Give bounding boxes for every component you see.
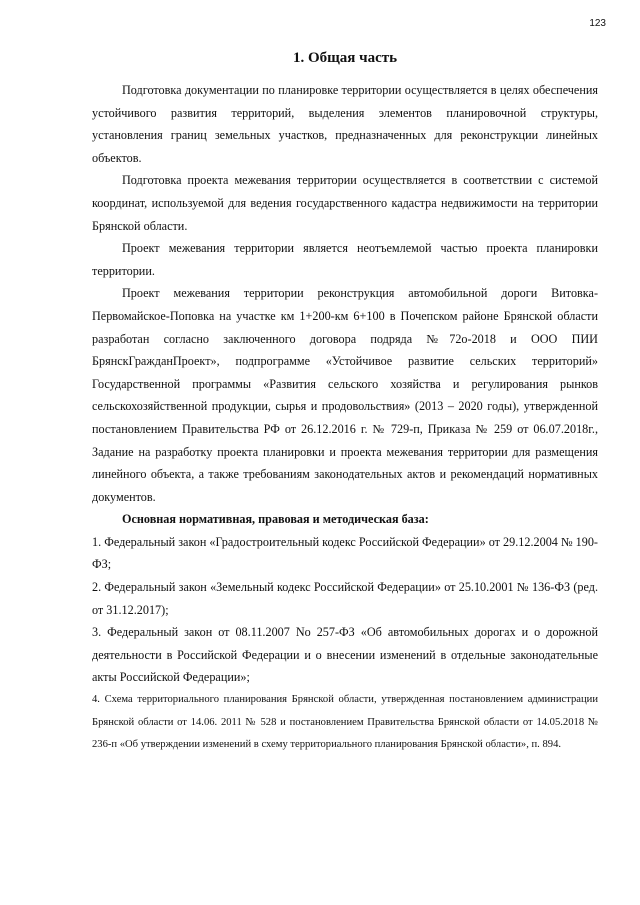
page-number: 123: [589, 18, 606, 29]
section-title: 1. Общая часть: [292, 50, 398, 66]
document-body: [92, 50, 598, 757]
paragraph-2: Подготовка проекта межевания территории осуществляется в соответствии с системой координат, используемой для ведения государственного кадастра недвижимости на территории Брянской области.: [92, 173, 598, 233]
law-item-1: 1. Федеральный закон «Градостроительный кодекс Российской Федерации» от 29.12.2004 № 190-ФЗ;: [92, 534, 598, 572]
paragraph-4: Проект межевания территории реконструкция автомобильной дороги Витовка-Первомайское-Поповка на участке км 1+200-км 6+100 в Почепском районе Брянской области разработан согласно заключенного договора подряда №72о-2018 и ООО ПИИ БрянскГражданПроект», подпрограмме «Устойчивое развитие сельских территорий» Государственной программы «Развития сельского хозяйства и регулирования рынков сельскохозяйственной продукции, сырья и продовольствия» (2013 – 2020 годы), утвержденной постановлением Правительства РФ от 26.12.2016 г. № 729-п, Приказа № 259 от 06.07.2018г., Задание на разработку проекта планировки и проекта межевания территории для размещения линейного объекта, а также требованиям законодательных актов и рекомендаций нормативных документов.: [92, 286, 598, 504]
law-item-4: 4. Схема территориального планирования Брянской области, утвержденная постановлением администрации Брянской области от 14.06. 2011 № 528 и постановлением Правительства Брянской области от 14.05.2018 № 236-п «Об утверждении изменений в схему территориального планирования Брянской области», п. 894.: [92, 694, 598, 751]
paragraph-1: Подготовка документации по планировке территории осуществляется в целях обеспечения устойчивого развития территорий, выделения элементов планировочной структуры, установления границ земельных участков, предназначенных для реконструкции линейных объектов.: [92, 83, 598, 165]
law-item-2: 2. Федеральный закон «Земельный кодекс Российской Федерации» от 25.10.2001 № 136-ФЗ (ред. от 31.12.2017);: [92, 580, 598, 617]
paragraph-3: Проект межевания территории является неотъемлемой частью проекта планировки территории.: [92, 241, 598, 278]
law-item-3: 3. Федеральный закон от 08.11.2007 No 257-ФЗ «Об автомобильных дорогах и о дорожной деятельности в Российской Федерации и о внесении изменений в отдельные законодательные акты Российской Федерации»;: [92, 625, 598, 685]
basis-heading: Основная нормативная, правовая и методическая база:: [122, 512, 429, 527]
